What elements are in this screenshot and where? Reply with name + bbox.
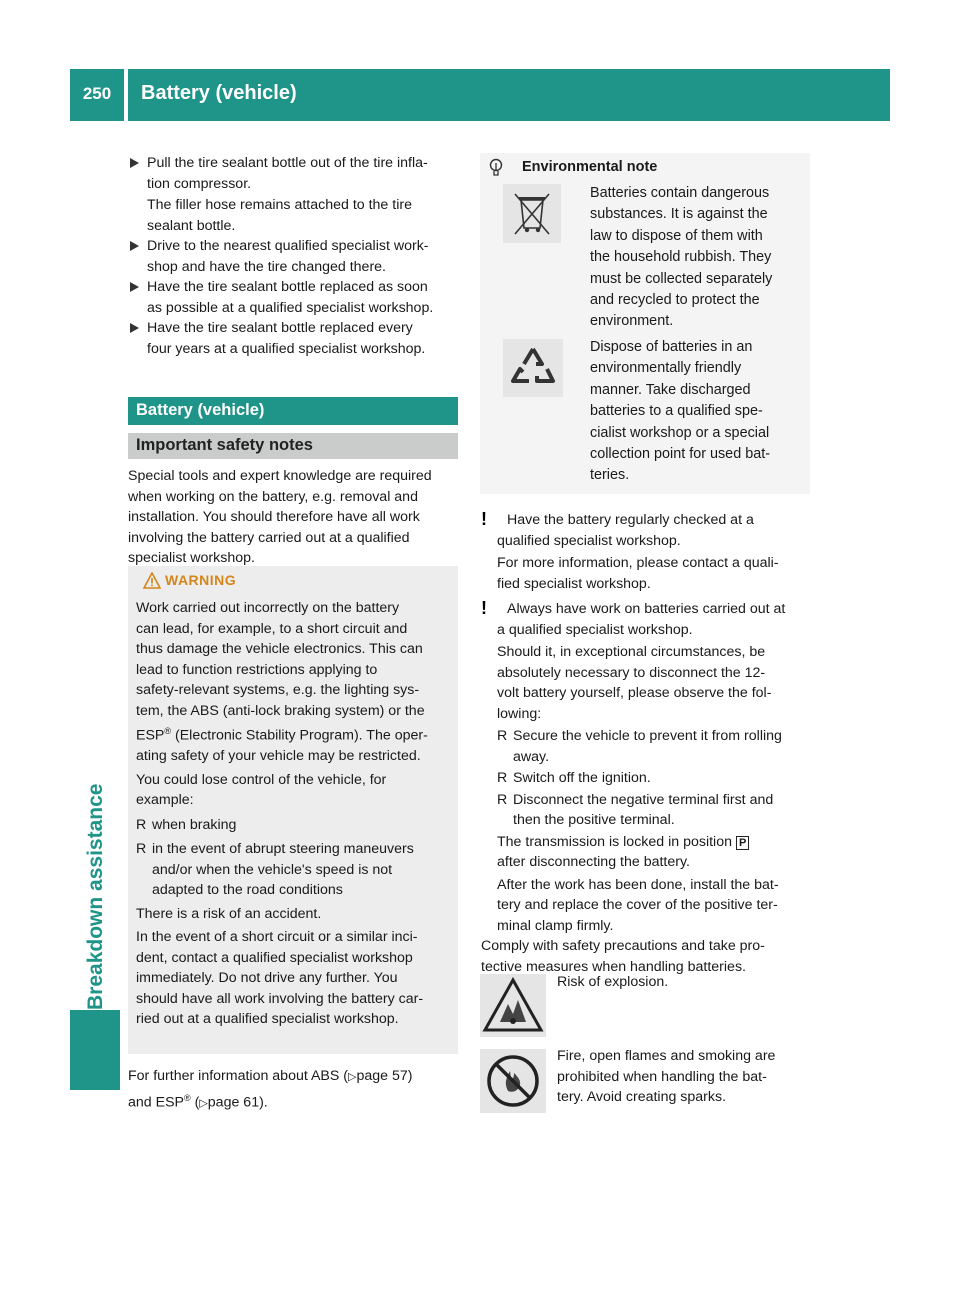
crossed-bin-icon [503,184,561,243]
no-fire-icon [480,1049,546,1113]
side-tab-marker [70,1010,120,1090]
warning-bullet-2: R in the event of abrupt steering maneuvers and/or when the vehicle's speed is not adapted to the road conditions [136,841,414,899]
environmental-text-1: Batteries contain dangerous substances. It is against the law to dispose of them with the household rubbish. They must be collected separately and recycled to protect the environment. [590,185,773,330]
bullet-marker: R [136,816,147,833]
bullet-marker: R [497,791,508,808]
step-4: Have the tire sealant bottle replaced every four years at a qualified specialist workshop. [130,318,425,359]
step-1-note: The filler hose remains attached to the tire sealant bottle. [147,197,412,234]
hazard-fire-text: Fire, open flames and smoking are prohibited when handling the bat- tery. Avoid creating sparks. [557,1048,776,1105]
notice-icon: ! [481,509,487,529]
esp-line: ESP® (Electronic Stability Program). The oper- [136,726,428,744]
step-arrow-icon [130,241,139,251]
environmental-text-2: Dispose of batteries in an environmentally friendly manner. Take discharged batteries to a qualified spe- cialist workshop or a special collection point for used bat- teries. [590,339,770,484]
notice-icon: ! [481,598,487,618]
step-1: Pull the tire sealant bottle out of the tire infla- tion compressor. [130,153,428,194]
step-3: Have the tire sealant bottle replaced as soon as possible at a qualified specialist workshop. [130,277,433,318]
warning-bullet-1: R when braking [136,815,456,836]
warning-title: WARNING [165,572,237,588]
step-arrow-icon [130,282,139,292]
note-2: Always have work on batteries carried out at a qualified specialist workshop. Should it, in exceptional circumstances, be absolutely necessary to disconnect the 12- volt battery yourself, please observe the fol- lowing: R Secure the vehicle to prevent it from rolling away. R Switch off the ignition. R Disconnect the negative terminal first and then the positive terminal. The transmission is locked in position P after disconnecting the battery. After the work has been done, install the bat- tery and replace the cover of the positive ter- minal clamp firmly. [497,599,817,936]
header-separator [124,69,128,121]
further-info: For further information about ABS (▷page 57) and ESP® (▷page 61). [128,1068,413,1111]
bullet-marker: R [136,841,147,858]
step-2: Drive to the nearest qualified specialist work- shop and have the tire changed there. [130,236,429,277]
intro-paragraph: Special tools and expert knowledge are required when working on the battery, e.g. removal and installation. You should therefore have all work involving the battery carried out at a qualified specialist workshop. [128,468,432,566]
environmental-note-title: Environmental note [522,159,658,175]
bullet-marker: R [497,770,508,786]
hazard-explosion-text: Risk of explosion. [557,974,669,990]
section-heading: Battery (vehicle) [128,397,458,425]
page-ref-57[interactable]: page 57) [356,1068,413,1084]
lightbulb-icon [488,158,504,178]
step-arrow-icon [130,323,139,333]
warning-body: Work carried out incorrectly on the battery can lead, for example, to a short circuit and thus damage the vehicle electronics. This can lead to function restrictions applying to safety-relevant systems, e.g. the lighting sys- tem, the ABS (anti-lock braking system) or the ESP® (Electronic Stability Program). The oper- ating safety of your vehicle may be restricted. You could lose control of the vehicle, for example: R when braking R in the event of abrupt steering maneuvers and/or when the vehicle's speed is not adapted to the road conditions There is a risk of an accident. In the event of a short circuit or a similar inci- dent, contact a qualified specialist workshop immediately. Do not drive any further. You should have all work involving the battery car- ried out at a qualified specialist workshop. [136,598,456,1030]
note-1: Have the battery regularly checked at a qualified specialist workshop. For more information, please contact a quali- fied specialist workshop. [497,512,779,592]
page-number: 250 [82,84,112,103]
page-ref-61[interactable]: page 61). [207,1094,268,1111]
explosion-warning-icon [480,974,546,1037]
note-bullet-1: R Secure the vehicle to prevent it from rolling away. [497,728,782,765]
side-tab [84,540,112,1010]
park-position-icon: P [736,836,749,850]
subsection-heading: Important safety notes [128,433,458,459]
page-ref-arrow-icon: ▷ [348,1071,357,1083]
note-bullet-2: R Switch off the ignition. [497,768,817,789]
step-arrow-icon [130,158,139,168]
note-bullet-3: R Disconnect the negative terminal first and then the positive terminal. [497,791,774,828]
page-title: Battery (vehicle) [141,82,297,104]
bullet-marker: R [497,728,508,744]
page-ref-arrow-icon: ▷ [199,1097,208,1110]
side-tab-label: Breakdown assistance [84,783,107,1010]
comply-paragraph: Comply with safety precautions and take pro- tective measures when handling batteries. [481,938,765,975]
warning-triangle-icon [143,572,161,589]
recycling-icon [503,339,563,397]
